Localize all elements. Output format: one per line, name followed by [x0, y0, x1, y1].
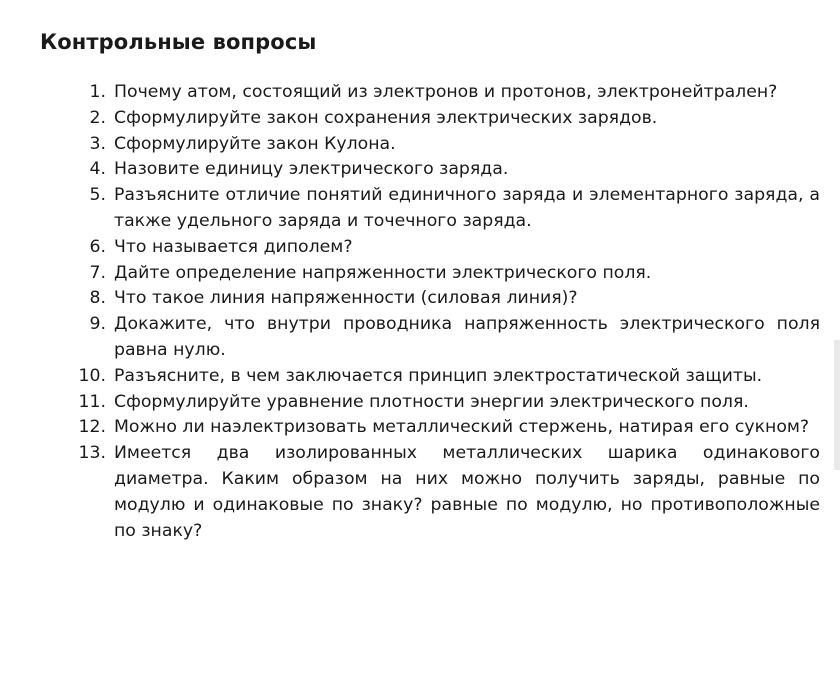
question-text: Можно ли наэлектризовать металлический стержень, натирая его сукном? [114, 417, 810, 438]
question-text: Сформулируйте закон Кулона. [114, 133, 396, 154]
question-item [68, 415, 820, 441]
question-text: Разъясните отличие понятий единичного заряда и элементарного заряда, а также удельного заряда и точечного заряда. [114, 185, 820, 231]
question-text: Сформулируйте закон сохранения электрических зарядов. [114, 107, 658, 128]
question-item [68, 157, 820, 183]
question-item [68, 312, 820, 364]
section-heading: Контрольные вопросы [40, 30, 317, 54]
question-text: Разъясните, в чем заключается принцип электростатической защиты. [114, 365, 763, 386]
question-number: 6. [89, 236, 106, 257]
question-item [68, 261, 820, 287]
question-text: Имеется два изолированных металлических шарика одинакового диаметра. Каким образом на них можно получить заряды, равные по модулю и одинаковые по знаку? равные по модулю, но противоположные по знаку? [114, 443, 820, 541]
question-item [68, 80, 820, 106]
question-number: 11. [78, 391, 106, 412]
page-edge-shadow [834, 340, 840, 470]
questions-list [68, 80, 820, 544]
question-text: Докажите, что внутри проводника напряженность электрического поля равна нулю. [114, 314, 820, 360]
question-item [68, 441, 820, 544]
question-item [68, 132, 820, 158]
question-text: Что такое линия напряженности (силовая линия)? [114, 288, 578, 309]
question-number: 10. [78, 365, 106, 386]
question-number: 7. [89, 262, 106, 283]
question-text: Сформулируйте уравнение плотности энергии электрического поля. [114, 391, 749, 412]
question-text: Что называется диполем? [114, 236, 353, 257]
question-text: Почему атом, состоящий из электронов и протонов, электронейтрален? [114, 82, 778, 102]
question-number: 13. [78, 443, 106, 464]
question-number: 3. [89, 133, 106, 154]
question-item [68, 106, 820, 132]
question-number: 5. [89, 185, 106, 206]
question-item [68, 235, 820, 261]
question-number: 1. [89, 82, 106, 102]
question-item [68, 183, 820, 235]
question-number: 12. [78, 417, 106, 438]
question-text: Дайте определение напряженности электрического поля. [114, 262, 652, 283]
question-number: 8. [89, 288, 106, 309]
question-item [68, 286, 820, 312]
question-item [68, 390, 820, 416]
question-number: 9. [89, 314, 106, 335]
question-number: 4. [89, 159, 106, 180]
question-item [68, 364, 820, 390]
question-text: Назовите единицу электрического заряда. [114, 159, 509, 180]
question-number: 2. [89, 107, 106, 128]
